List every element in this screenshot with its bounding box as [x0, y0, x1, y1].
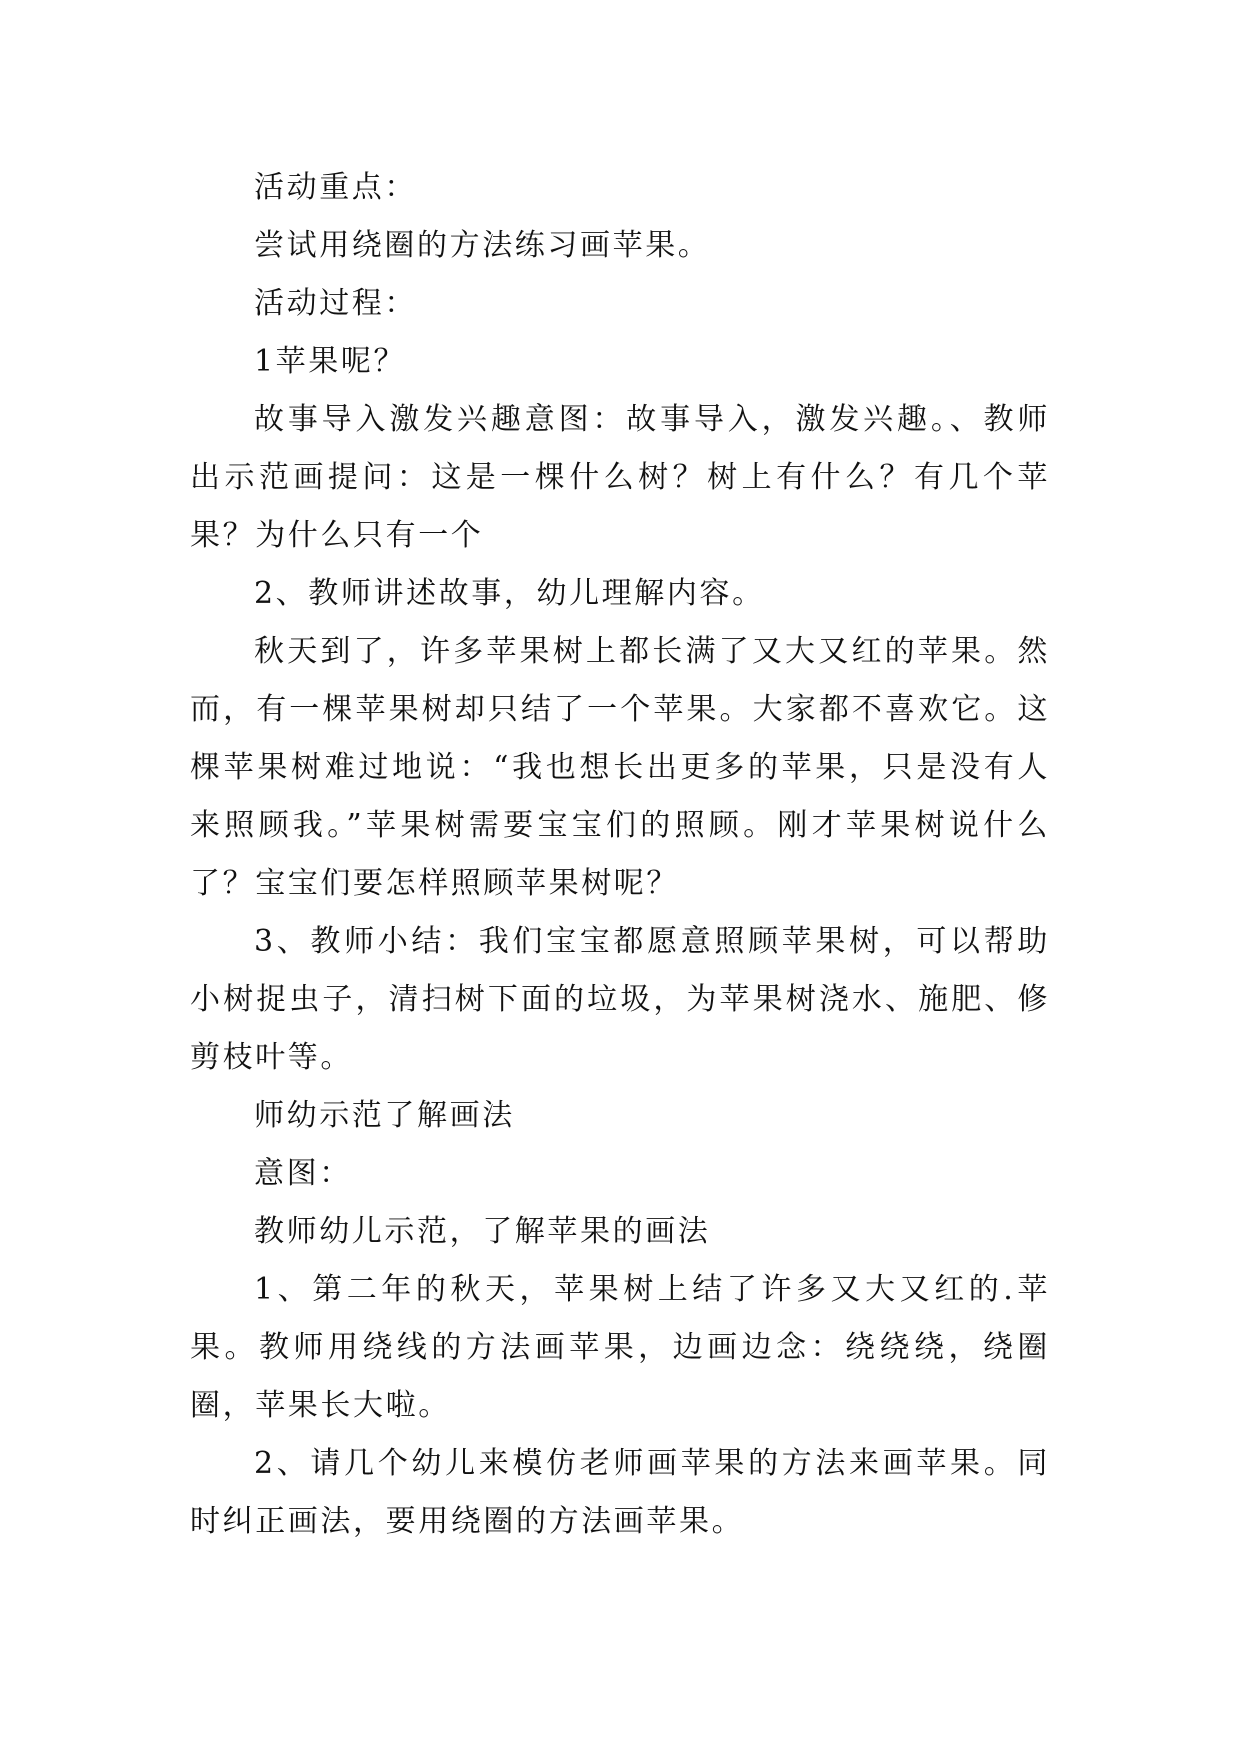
paragraph-step-1-title: 1苹果呢？: [254, 344, 407, 379]
paragraph-key-point-heading: 活动重点：: [254, 170, 417, 205]
paragraph-story-intro: 故事导入激发兴趣意图：故事导入，激发兴趣。、教师出示范画提问：这是一棵什么树？树上有什么？有几个苹果？为什么只有一个: [190, 402, 1050, 553]
paragraph-demo-step-2: 2、请几个幼儿来模仿老师画苹果的方法来画苹果。同时纠正画法，要用绕圈的方法画苹果。: [190, 1446, 1050, 1539]
paragraph-step-2: 2、教师讲述故事，幼儿理解内容。: [254, 576, 765, 611]
paragraph-story: 秋天到了，许多苹果树上都长满了又大又红的苹果。然而，有一棵苹果树却只结了一个苹果。大家都不喜欢它。这棵苹果树难过地说：“我也想长出更多的苹果，只是没有人来照顾我。”苹果树需要宝宝们的照顾。刚才苹果树说什么了？宝宝们要怎样照顾苹果树呢？: [190, 634, 1050, 901]
paragraph-demo-step-1: 1、第二年的秋天，苹果树上结了许多又大又红的.苹果。教师用绕线的方法画苹果，边画边念：绕绕绕，绕圈圈，苹果长大啦。: [190, 1272, 1050, 1423]
paragraph-demo-heading: 师幼示范了解画法: [254, 1098, 515, 1133]
paragraph-intent: 教师幼儿示范，了解苹果的画法: [254, 1214, 711, 1249]
paragraph-step-3: 3、教师小结：我们宝宝都愿意照顾苹果树，可以帮助小树捉虫子，清扫树下面的垃圾，为苹果树浇水、施肥、修剪枝叶等。: [190, 924, 1050, 1075]
paragraph-key-point: 尝试用绕圈的方法练习画苹果。: [254, 228, 711, 263]
document-body: [190, 159, 1050, 1551]
paragraph-process-heading: 活动过程：: [254, 286, 417, 321]
paragraph-intent-heading: 意图：: [254, 1156, 352, 1191]
